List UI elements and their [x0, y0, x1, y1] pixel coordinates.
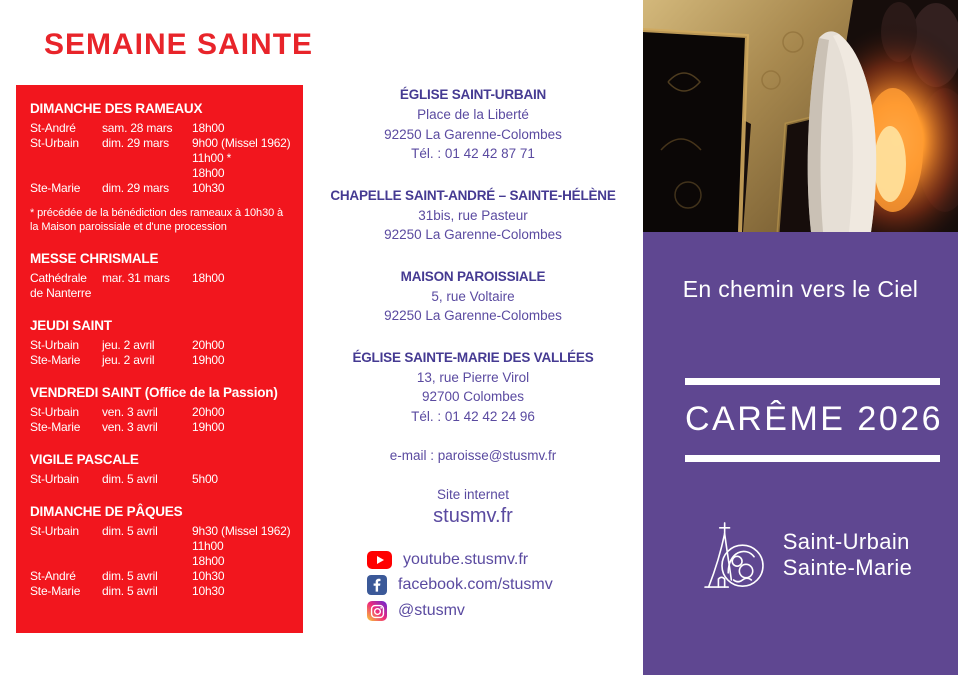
address-name: ÉGLISE SAINT-URBAIN [399, 87, 547, 102]
instagram-icon[interactable] [367, 601, 387, 621]
schedule-place: Cathédrale de Nanterre [30, 271, 92, 300]
schedule-time: 19h00 [192, 420, 225, 434]
schedule-time: 18h00 [192, 121, 225, 135]
campaign-block [685, 378, 944, 462]
address-line: 5, rue Voltaire [431, 288, 515, 304]
social-link-youtube[interactable] [367, 551, 553, 569]
address-line: Place de la Liberté [417, 107, 529, 122]
schedule-row [30, 420, 295, 435]
address-name: MAISON PAROISSIALE [400, 268, 546, 284]
schedule-date: dim. 5 avril [102, 472, 158, 486]
schedule-date: ven. 3 avril [102, 420, 158, 434]
address-line: 92250 La Garenne-Colombes [384, 126, 562, 142]
schedule-section-rameaux [30, 101, 295, 234]
schedule-row [30, 121, 295, 136]
schedule-row [30, 353, 295, 368]
schedule-time: 5h00 [192, 472, 218, 486]
address-chapelle-saint-andre [303, 186, 643, 245]
schedule-place: St-Urbain [30, 338, 79, 352]
schedule-row [30, 405, 295, 420]
section-title: JEUDI SAINT [30, 318, 112, 333]
section-title: VENDREDI SAINT (Office de la Passion) [30, 385, 278, 400]
address-line: 92700 Colombes [421, 389, 525, 404]
tagline: En chemin vers le Ciel [682, 276, 919, 302]
schedule-date: dim. 5 avril [102, 569, 158, 583]
section-title: MESSE CHRISMALE [30, 251, 159, 266]
website-url[interactable]: stusmv.fr [433, 505, 513, 527]
schedule-row [30, 181, 295, 196]
schedule-time: 11h00 [192, 539, 224, 553]
schedule-place: Ste-Marie [30, 181, 81, 195]
social-label[interactable]: facebook.com/stusmv [398, 576, 553, 593]
schedule-place: St-André [30, 569, 76, 583]
schedule-time: 18h00 [192, 271, 225, 285]
youtube-icon[interactable] [367, 551, 392, 569]
schedule-row [30, 338, 295, 353]
schedule-row [30, 472, 295, 487]
facebook-icon[interactable] [367, 575, 387, 595]
schedule-place: St-Urbain [30, 136, 79, 150]
schedule-time: 18h00 [192, 166, 225, 180]
address-sainte-marie [303, 348, 643, 427]
address-line: 92250 La Garenne-Colombes [384, 227, 562, 242]
divider-bar [685, 455, 940, 462]
schedule-place: Ste-Marie [30, 353, 81, 367]
email-address[interactable]: e-mail : paroisse@stusmv.fr [389, 448, 557, 463]
schedule-time: 20h00 [192, 338, 225, 352]
schedule-place: St-André [30, 121, 76, 135]
schedule-section-jeudi-saint [30, 318, 295, 368]
schedule-time: 11h00 * [192, 151, 232, 165]
campaign-title: CARÊME 2026 [685, 400, 944, 438]
website-label: Site internet [436, 487, 510, 502]
schedule-date: dim. 5 avril [102, 584, 158, 598]
schedule-date: dim. 5 avril [102, 524, 158, 538]
schedule-date: sam. 28 mars [102, 121, 173, 135]
schedule-time: 10h30 [192, 569, 225, 583]
schedule-section-chrismale [30, 251, 295, 301]
page-title: SEMAINE SAINTE [44, 28, 314, 61]
schedule-row [30, 136, 295, 181]
schedule-time: 19h00 [192, 353, 225, 367]
address-line: 13, rue Pierre Virol [416, 369, 530, 385]
address-saint-urbain [303, 85, 643, 164]
schedule-row [30, 271, 295, 301]
social-link-facebook[interactable] [367, 575, 553, 595]
logo-line: Saint-Urbain [782, 529, 910, 554]
schedule-date: dim. 29 mars [102, 136, 169, 150]
parish-logo [643, 514, 958, 596]
address-maison-paroissiale [303, 267, 643, 326]
schedule-place: St-Urbain [30, 405, 79, 419]
address-line: 92250 La Garenne-Colombes [384, 308, 562, 323]
social-label[interactable]: youtube.stusmv.fr [403, 551, 529, 568]
schedule-row [30, 584, 295, 599]
schedule-time: 18h00 [192, 554, 225, 568]
section-title: VIGILE PASCALE [30, 452, 139, 467]
social-label[interactable]: @stusmv [398, 602, 465, 619]
schedule-date: jeu. 2 avril [102, 338, 155, 352]
schedule-place: St-Urbain [30, 472, 79, 486]
schedule-time: 10h30 [192, 181, 225, 195]
logo-line: Sainte-Marie [782, 555, 913, 580]
section-title: DIMANCHE DE PÂQUES [30, 504, 183, 519]
schedule-place: Ste-Marie [30, 420, 81, 434]
lent-panel [643, 0, 958, 675]
schedule-date: mar. 31 mars [102, 271, 170, 285]
address-line: Tél. : 01 42 42 24 96 [411, 408, 535, 424]
schedule-section-paques [30, 504, 295, 599]
divider-bar [685, 378, 940, 385]
schedule-section-vigile-pascale [30, 452, 295, 487]
schedule-row [30, 569, 295, 584]
schedule-row [30, 524, 295, 569]
schedule-time: 20h00 [192, 405, 225, 419]
schedule-place: St-Urbain [30, 524, 79, 538]
section-title: DIMANCHE DES RAMEAUX [30, 101, 203, 116]
social-links [367, 551, 553, 621]
schedule-time: 10h30 [192, 584, 225, 598]
schedule-date: jeu. 2 avril [102, 353, 155, 367]
address-name: ÉGLISE SAINTE-MARIE DES VALLÉES [352, 349, 594, 365]
schedule-time: 9h30 (Missel 1962) [192, 524, 291, 538]
easter-vigil-photo [643, 0, 958, 232]
parish-logo-text [783, 529, 913, 581]
schedule-date: ven. 3 avril [102, 405, 158, 419]
schedule-time: 9h00 (Missel 1962) [192, 136, 291, 150]
holy-week-schedule-panel [16, 85, 303, 633]
social-link-instagram[interactable] [367, 601, 553, 621]
contact-column [303, 85, 643, 627]
parish-logo-icon [689, 514, 771, 596]
schedule-date: dim. 29 mars [102, 181, 169, 195]
schedule-place: Ste-Marie [30, 584, 81, 598]
address-line: Tél. : 01 42 42 87 71 [411, 146, 535, 161]
schedule-section-vendredi-saint [30, 385, 295, 435]
address-line: 31bis, rue Pasteur [418, 207, 528, 223]
address-name: CHAPELLE SAINT-ANDRÉ – SAINTE-HÉLÈNE [330, 187, 616, 203]
rameaux-footnote: * précédée de la bénédiction des rameaux à 10h30 à la Maison paroissiale et d'une procession [30, 207, 284, 233]
